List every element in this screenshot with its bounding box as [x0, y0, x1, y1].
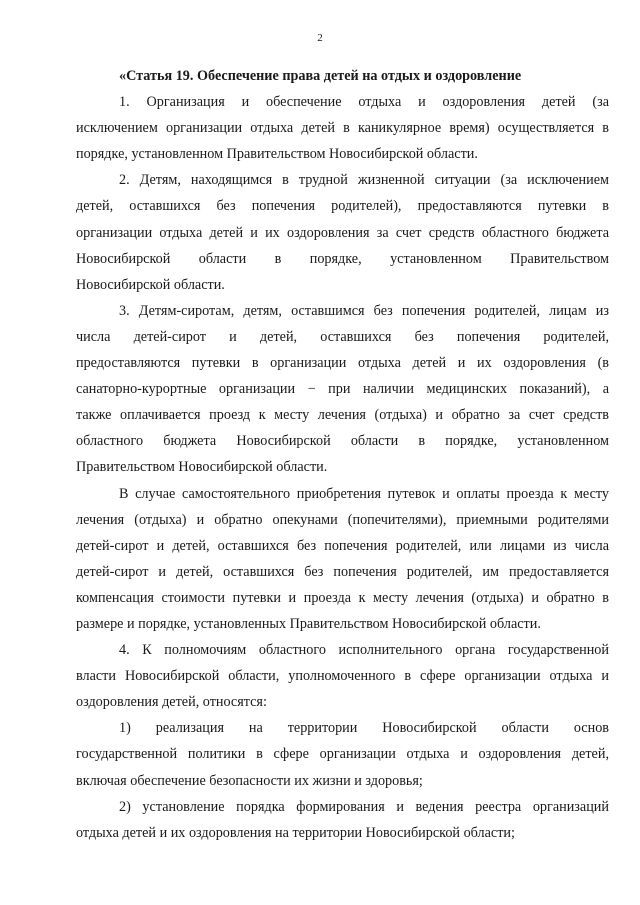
- text-line: числа детей-сирот и детей, оставшихся без попечения родителей,: [76, 328, 609, 345]
- text-line: размере и порядке, установленных Правительством Новосибирской области.: [76, 615, 541, 632]
- text-line: власти Новосибирской области, уполномоченного в сфере организации отдыха и: [76, 668, 609, 685]
- paragraph: [76, 89, 609, 167]
- text-line: 1) реализация на территории Новосибирской области основ: [119, 720, 609, 737]
- page-number: 2: [317, 32, 323, 44]
- text-line: 3. Детям-сиротам, детям, оставшимся без попечения родителей, лицам из: [119, 302, 609, 319]
- text-line: детей-сирот и детей, оставшихся без попечения родителей, или лицами из числа: [76, 537, 609, 554]
- text-line: лечения (отдыха) и обратно опекунами (попечителями), приемными родителями: [76, 511, 609, 528]
- text-line: Новосибирской области.: [76, 276, 225, 293]
- paragraph: [76, 637, 609, 715]
- document-body: [76, 63, 609, 846]
- text-line: оздоровления детей, относятся:: [76, 694, 267, 711]
- text-line: Правительством Новосибирской области.: [76, 459, 328, 476]
- text-line: областного бюджета Новосибирской области в порядке, установленном: [76, 433, 609, 450]
- paragraph: [76, 481, 609, 638]
- text-line: исключением организации отдыха детей в каникулярное время) осуществляется в: [76, 120, 609, 137]
- text-line: отдыха детей и их оздоровления на территории Новосибирской области;: [76, 824, 515, 841]
- text-line: 2) установление порядка формирования и ведения реестра организаций: [119, 798, 609, 815]
- text-line: детей, оставшихся без попечения родителей), предоставляются путевки в: [76, 198, 609, 215]
- text-line: детей-сирот и детей, оставшихся без попечения родителей, им предоставляется: [76, 563, 609, 580]
- text-line: Новосибирской области в порядке, установленном Правительством: [76, 250, 609, 267]
- text-line: порядке, установленном Правительством Новосибирской области.: [76, 146, 478, 163]
- text-line: предоставляются путевки в организации отдыха детей и их оздоровления (в: [76, 355, 609, 372]
- paragraphs: [76, 89, 609, 846]
- paragraph: [76, 167, 609, 297]
- text-line: государственной политики в сфере организации отдыха и оздоровления детей,: [76, 746, 609, 763]
- text-line: компенсация стоимости путевки и проезда к месту лечения (отдыха) и обратно в: [76, 589, 609, 606]
- paragraph: [76, 715, 609, 793]
- text-line: В случае самостоятельного приобретения путевок и оплаты проезда к месту: [119, 485, 609, 502]
- text-line: 4. К полномочиям областного исполнительного органа государственной: [119, 642, 609, 659]
- paragraph: [76, 298, 609, 481]
- text-line: организации отдыха детей и их оздоровления за счет средств областного бюджета: [76, 224, 609, 241]
- text-line: включая обеспечение безопасности их жизни и здоровья;: [76, 772, 423, 789]
- paragraph: [76, 794, 609, 846]
- article-heading: «Статья 19. Обеспечение права детей на отдых и оздоровление: [119, 68, 522, 84]
- text-line: санаторно-курортные организации − при наличии медицинских показаний), а: [76, 381, 609, 398]
- text-line: также оплачивается проезд к месту лечения (отдыха) и обратно за счет средств: [76, 407, 609, 424]
- text-line: 1. Организация и обеспечение отдыха и оздоровления детей (за: [119, 94, 609, 111]
- text-line: 2. Детям, находящимся в трудной жизненной ситуации (за исключением: [119, 172, 609, 189]
